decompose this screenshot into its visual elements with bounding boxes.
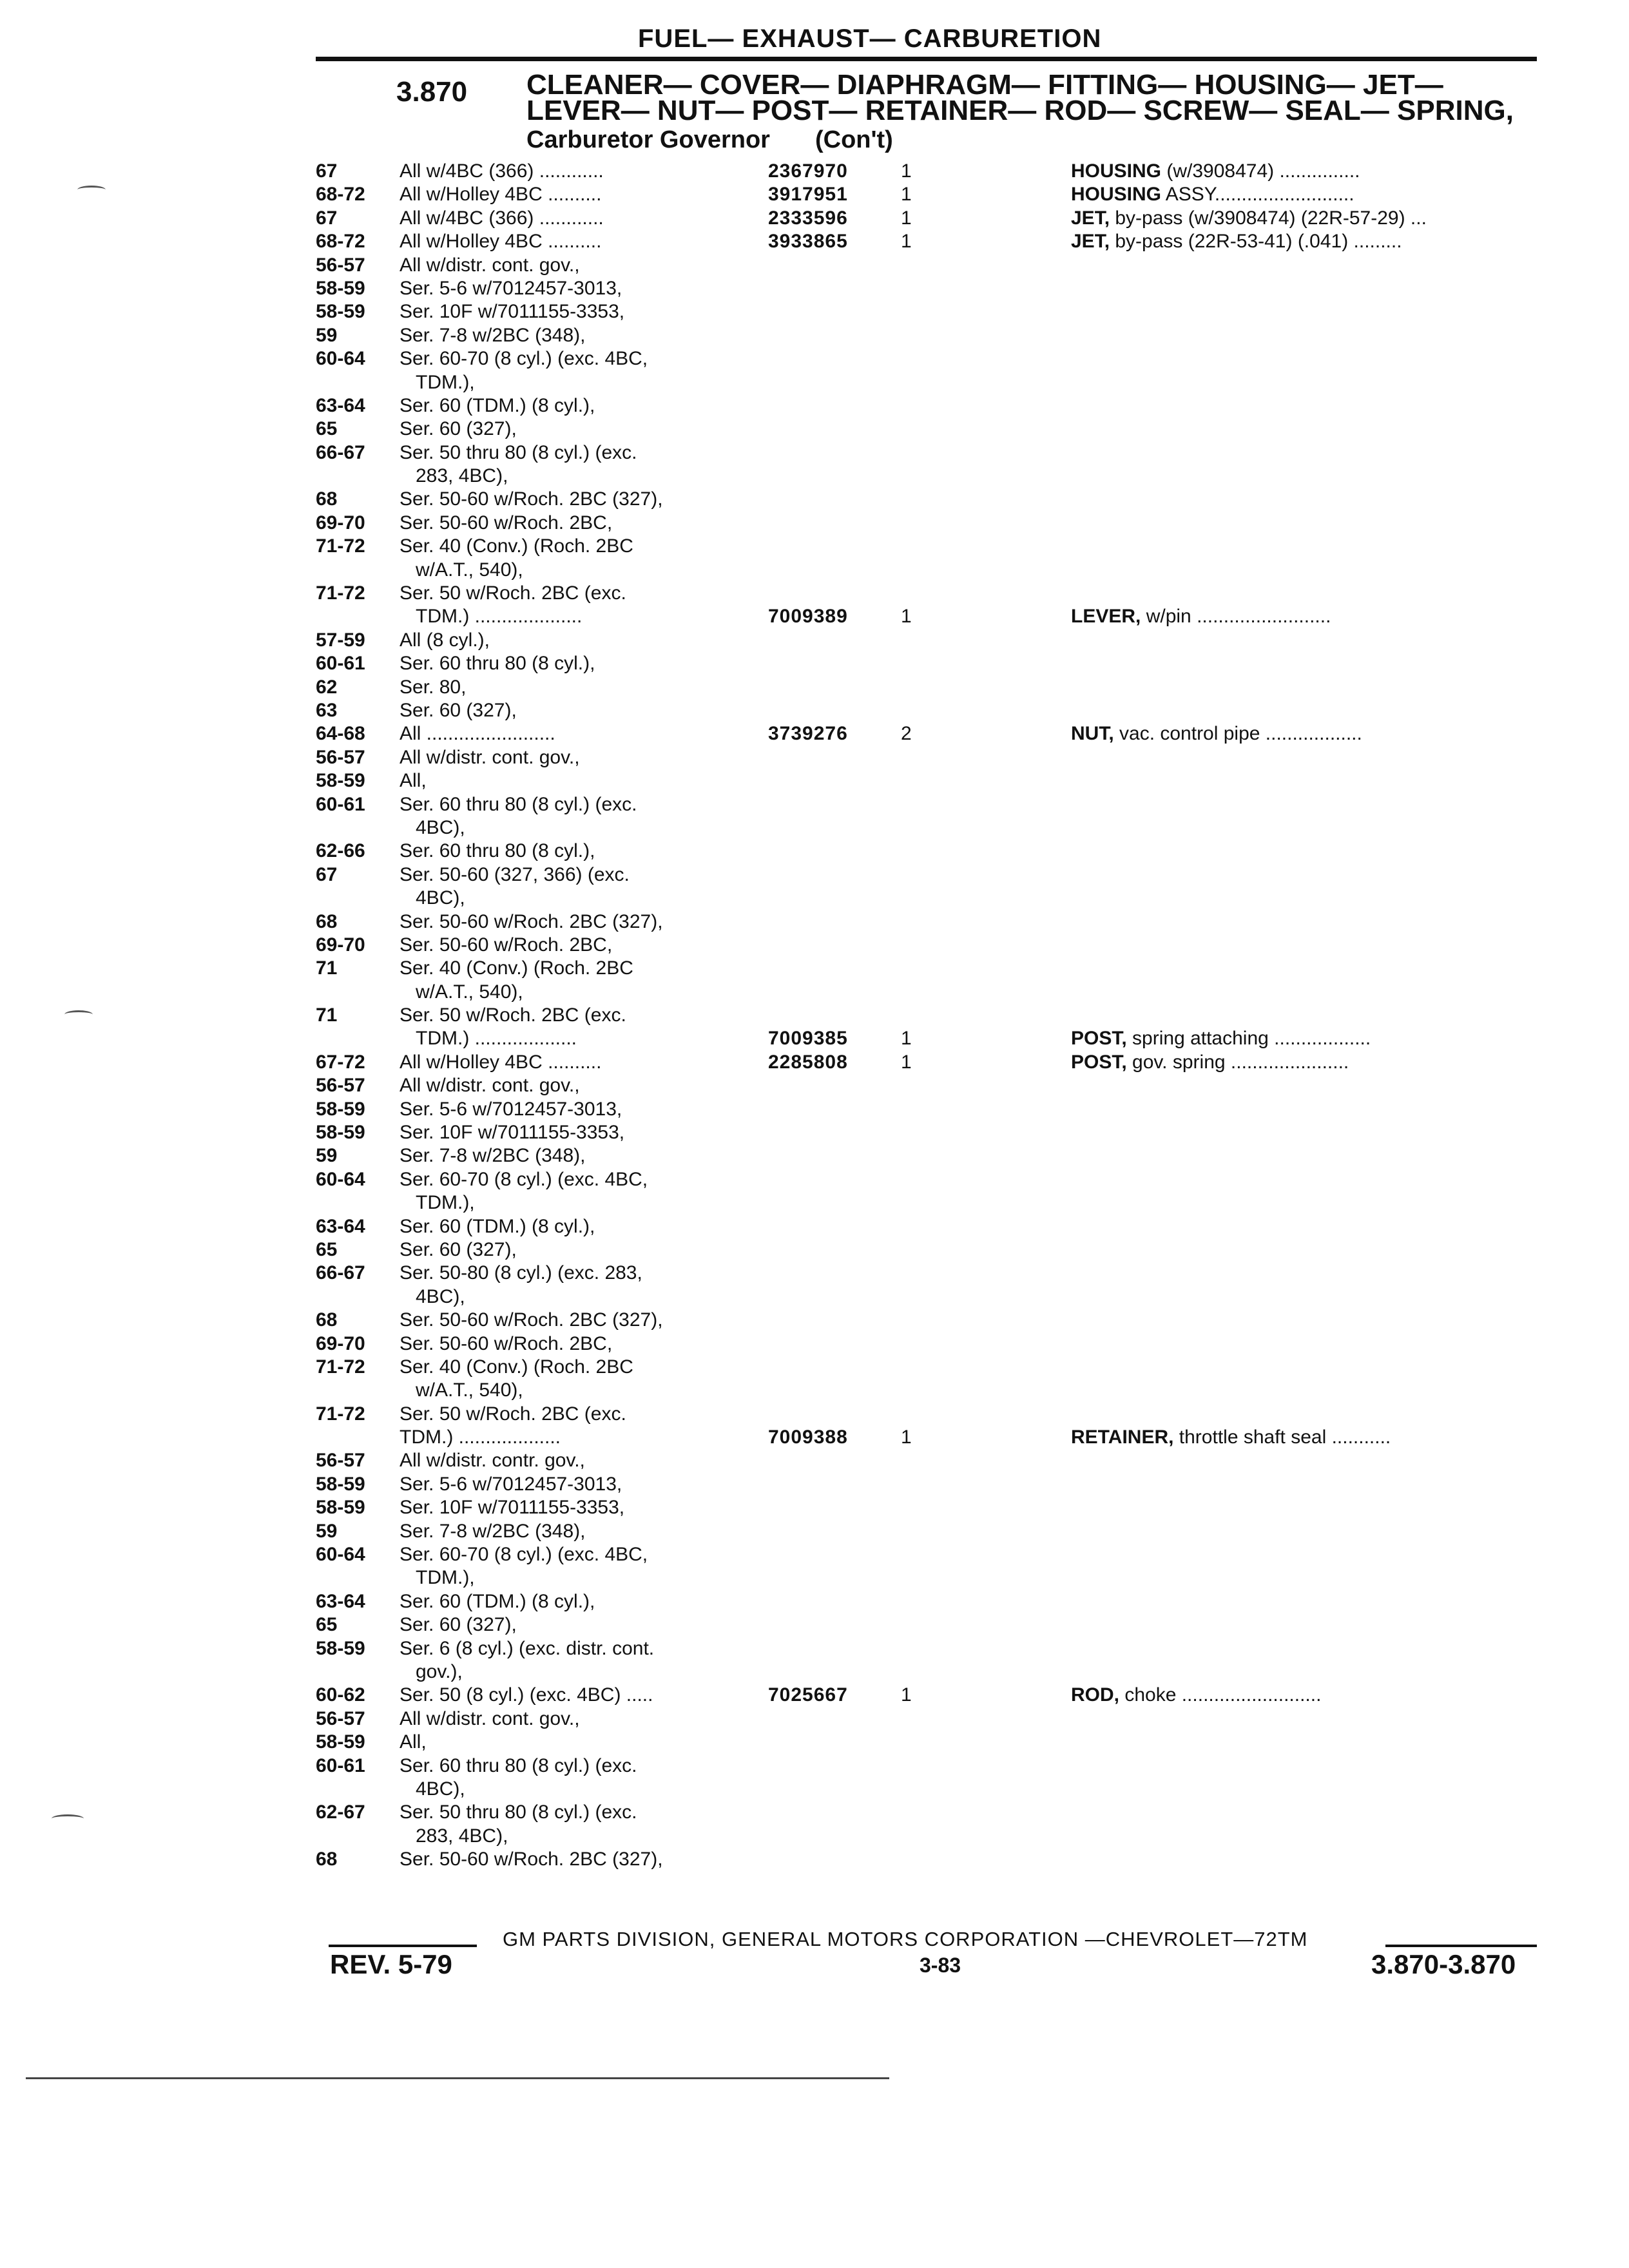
part-number: 7025667 [768,1684,848,1706]
table-row [316,793,1540,816]
table-row [316,1215,1540,1238]
model-year: 58-59 [316,1122,365,1144]
table-row [316,957,1540,980]
model-year: 62 [316,676,338,698]
application: All w/Holley 4BC .......... [400,1051,602,1073]
table-row [316,699,1540,722]
model-year: 64-68 [316,723,365,745]
part-description [1071,160,1541,183]
footer-page-number: 3-83 [920,1954,961,1977]
part-detail: by-pass (w/3908474) (22R-57-29) ... [1110,207,1427,229]
table-row [316,347,1540,370]
application: Ser. 60 (327), [400,1614,517,1636]
table-row [316,840,1540,863]
table-row [316,1449,1540,1472]
model-year: 71-72 [316,1356,365,1378]
table-row [316,722,1540,745]
table-row [316,769,1540,793]
application: TDM.), [416,1567,475,1589]
model-year: 60-61 [316,1754,365,1776]
part-detail: choke .......................... [1119,1684,1322,1706]
model-year: 60-62 [316,1684,365,1706]
part-name: RETAINER, [1071,1427,1174,1448]
application: All w/4BC (366) ............ [400,160,604,182]
scan-margin-mark [64,1010,93,1019]
part-detail: vac. control pipe .................. [1113,723,1362,745]
application: Ser. 50-60 w/Roch. 2BC (327), [400,1849,663,1870]
section-title: CLEANER— COVER— DIAPHRAGM— FITTING— HOUSING— JET— LEVER— NUT— POST— RETAINER— ROD— SCREW— SEAL— SPRING, [526,69,1514,126]
table-row [316,746,1540,769]
table-row [316,418,1540,441]
table-row [316,1403,1540,1426]
table-row [316,582,1540,605]
application: All w/distr. cont. gov., [400,1707,580,1729]
part-number: 3933865 [768,231,848,253]
table-row [316,394,1540,418]
table-row [316,816,1540,840]
page-header-title: FUEL— EXHAUST— CARBURETION [638,24,1102,53]
table-row [316,1285,1540,1309]
table-row [316,324,1540,347]
application: Ser. 7-8 w/2BC (348), [400,1520,586,1542]
model-year: 58-59 [316,1473,365,1495]
table-row [316,1848,1540,1871]
model-year: 56-57 [316,1707,365,1729]
application: Ser. 60 thru 80 (8 cyl.), [400,653,595,675]
application: All, [400,770,427,792]
model-year: 58-59 [316,1497,365,1519]
model-year: 67 [316,207,338,229]
part-number: 2285808 [768,1051,848,1073]
part-name: JET, [1071,207,1110,229]
model-year: 66-67 [316,441,365,463]
application: 4BC), [416,816,465,838]
part-detail: ASSY.......................... [1161,184,1354,206]
table-row [316,277,1540,300]
model-year: 63 [316,699,338,721]
table-row [316,1613,1540,1637]
table-row [316,1660,1540,1684]
model-year: 69-70 [316,1332,365,1354]
part-name: ROD, [1071,1684,1119,1706]
application: gov.), [416,1661,463,1682]
part-description [1071,207,1541,230]
part-name: POST, [1071,1051,1127,1073]
table-row [316,1051,1540,1074]
table-row [316,1238,1540,1262]
footer-rule-right [1385,1945,1537,1947]
model-year: 58-59 [316,301,365,323]
model-year: 60-61 [316,653,365,675]
model-year: 59 [316,1145,338,1167]
model-year: 58-59 [316,277,365,299]
model-year: 71 [316,1004,338,1026]
table-row [316,1262,1540,1285]
table-row [316,910,1540,934]
table-row [316,1098,1540,1121]
model-year: 58-59 [316,1637,365,1659]
model-year: 56-57 [316,1450,365,1472]
application: Ser. 10F w/7011155-3353, [400,1497,625,1519]
quantity: 1 [901,1427,912,1448]
application: Ser. 7-8 w/2BC (348), [400,1145,586,1167]
table-row [316,652,1540,675]
application: Ser. 60 (327), [400,418,517,440]
table-row [316,1191,1540,1215]
quantity: 1 [901,1028,912,1050]
table-row [316,230,1540,253]
model-year: 58-59 [316,1731,365,1753]
application: Ser. 60 thru 80 (8 cyl.) (exc. [400,1754,637,1776]
application: Ser. 50 w/Roch. 2BC (exc. [400,582,626,604]
model-year: 56-57 [316,1075,365,1097]
table-row [316,1426,1540,1449]
model-year: 63-64 [316,1215,365,1237]
table-row [316,1543,1540,1566]
table-row [316,1731,1540,1754]
part-number: 3739276 [768,723,848,745]
application: w/A.T., 540), [416,559,523,581]
table-row [316,981,1540,1004]
application: Ser. 60-70 (8 cyl.) (exc. 4BC, [400,1544,648,1566]
application: All w/distr. cont. gov., [400,746,580,768]
table-row [316,1168,1540,1191]
part-name: NUT, [1071,723,1114,745]
model-year: 68 [316,910,338,932]
table-row [316,1074,1540,1097]
part-description [1071,1426,1541,1449]
application: w/A.T., 540), [416,1379,523,1401]
application: TDM.), [416,371,475,393]
model-year: 68 [316,1309,338,1331]
model-year: 68 [316,1849,338,1870]
table-row [316,1684,1540,1707]
application: Ser. 80, [400,676,467,698]
application: 4BC), [416,1778,465,1800]
application: Ser. 50-60 w/Roch. 2BC, [400,1332,613,1354]
footer-corporation: GM PARTS DIVISION, GENERAL MOTORS CORPORATION —CHEVROLET—72TM [503,1928,1308,1950]
table-row [316,1590,1540,1613]
table-row [316,1144,1540,1168]
model-year: 60-64 [316,348,365,370]
application: Ser. 10F w/7011155-3353, [400,301,625,323]
application: TDM.) ................... [416,1028,577,1050]
model-year: 63-64 [316,394,365,416]
model-year: 59 [316,1520,338,1542]
table-row [316,1004,1540,1027]
part-description [1071,1051,1541,1074]
application: w/A.T., 540), [416,981,523,1003]
table-row [316,512,1540,535]
application: Ser. 40 (Conv.) (Roch. 2BC [400,957,633,979]
table-row [316,1379,1540,1402]
scan-margin-mark [52,1814,84,1823]
application: Ser. 50 w/Roch. 2BC (exc. [400,1004,626,1026]
table-row [316,183,1540,206]
application: Ser. 50 thru 80 (8 cyl.) (exc. [400,441,637,463]
table-row [316,676,1540,699]
table-row [316,1356,1540,1379]
part-description [1071,183,1541,206]
table-row [316,1520,1540,1543]
model-year: 62-66 [316,840,365,862]
application: TDM.) ................... [400,1427,561,1448]
part-number: 2367970 [768,160,848,182]
table-row [316,559,1540,582]
part-number: 7009385 [768,1028,848,1050]
quantity: 1 [901,160,912,182]
part-detail: gov. spring ...................... [1126,1051,1349,1073]
quantity: 1 [901,606,912,628]
model-year: 57-59 [316,629,365,651]
model-year: 63-64 [316,1590,365,1612]
model-year: 71-72 [316,1403,365,1425]
application: TDM.) .................... [416,606,583,628]
table-row [316,629,1540,652]
table-row [316,1473,1540,1496]
model-year: 67 [316,160,338,182]
part-detail: w/pin ......................... [1141,606,1331,628]
application: All ........................ [400,723,555,745]
part-description [1071,722,1541,745]
part-description [1071,1684,1541,1707]
application: Ser. 60-70 (8 cyl.) (exc. 4BC, [400,348,648,370]
application: Ser. 60-70 (8 cyl.) (exc. 4BC, [400,1168,648,1190]
application: All w/Holley 4BC .......... [400,184,602,206]
application: All w/distr. cont. gov., [400,254,580,276]
table-row [316,887,1540,910]
part-number: 3917951 [768,184,848,206]
model-year: 65 [316,418,338,440]
part-detail: (w/3908474) ............... [1161,160,1360,182]
part-name: POST, [1071,1028,1127,1050]
part-name: HOUSING [1071,184,1162,206]
model-year: 68-72 [316,184,365,206]
application: Ser. 50 w/Roch. 2BC (exc. [400,1403,626,1425]
table-row [316,207,1540,230]
section-continued: (Con't) [815,126,893,153]
application: Ser. 50-60 w/Roch. 2BC, [400,512,613,533]
footer-revision: REV. 5-79 [330,1949,452,1979]
table-row [316,160,1540,183]
model-year: 67-72 [316,1051,365,1073]
model-year: 69-70 [316,512,365,533]
quantity: 1 [901,184,912,206]
application: 4BC), [416,1285,465,1307]
table-row [316,1332,1540,1356]
scan-margin-mark [77,186,106,194]
application: Ser. 50-60 (327, 366) (exc. [400,863,630,885]
application: Ser. 60 thru 80 (8 cyl.) (exc. [400,793,637,815]
table-row [316,535,1540,558]
application: Ser. 50-60 w/Roch. 2BC (327), [400,910,663,932]
part-description [1071,230,1541,253]
table-row [316,934,1540,957]
model-year: 65 [316,1238,338,1260]
part-detail: spring attaching .................. [1126,1028,1371,1050]
application: Ser. 7-8 w/2BC (348), [400,324,586,346]
model-year: 67 [316,863,338,885]
model-year: 60-61 [316,793,365,815]
part-name: LEVER, [1071,606,1141,628]
table-row [316,1778,1540,1801]
table-row [316,1027,1540,1050]
application: 283, 4BC), [416,465,508,487]
application: Ser. 60 (327), [400,1238,517,1260]
model-year: 68 [316,488,338,510]
model-year: 56-57 [316,746,365,768]
quantity: 1 [901,231,912,253]
table-row [316,1496,1540,1519]
application: Ser. 60 (327), [400,699,517,721]
table-row [316,1566,1540,1590]
model-year: 59 [316,324,338,346]
model-year: 56-57 [316,254,365,276]
application: Ser. 40 (Conv.) (Roch. 2BC [400,1356,633,1378]
application: Ser. 50 thru 80 (8 cyl.) (exc. [400,1802,637,1823]
application: Ser. 6 (8 cyl.) (exc. distr. cont. [400,1637,655,1659]
application: All, [400,1731,427,1753]
part-description [1071,605,1541,628]
application: All w/distr. cont. gov., [400,1075,580,1097]
part-detail: by-pass (22R-53-41) (.041) ......... [1110,231,1402,253]
application: Ser. 50-60 w/Roch. 2BC, [400,934,613,956]
model-year: 60-64 [316,1544,365,1566]
section-number: 3.870 [396,76,468,108]
model-year: 62-67 [316,1802,365,1823]
part-number: 7009389 [768,606,848,628]
model-year: 58-59 [316,1098,365,1120]
table-row [316,441,1540,465]
part-number: 7009388 [768,1427,848,1448]
application: Ser. 50-60 w/Roch. 2BC (327), [400,1309,663,1331]
application: All w/distr. contr. gov., [400,1450,585,1472]
application: Ser. 50-80 (8 cyl.) (exc. 283, [400,1262,642,1284]
application: All w/4BC (366) ............ [400,207,604,229]
part-name: JET, [1071,231,1110,253]
model-year: 69-70 [316,934,365,956]
model-year: 60-64 [316,1168,365,1190]
application: Ser. 5-6 w/7012457-3013, [400,1098,622,1120]
footer-rule-left [329,1945,477,1947]
application: 283, 4BC), [416,1825,508,1847]
scan-edge-line [26,2077,889,2079]
model-year: 66-67 [316,1262,365,1284]
quantity: 1 [901,1051,912,1073]
footer-section-range: 3.870-3.870 [1371,1949,1516,1979]
table-row [316,300,1540,323]
application: TDM.), [416,1192,475,1214]
application: Ser. 50 (8 cyl.) (exc. 4BC) ..... [400,1684,653,1706]
part-detail: throttle shaft seal ........... [1173,1427,1391,1448]
model-year: 68-72 [316,231,365,253]
table-row [316,1754,1540,1778]
quantity: 1 [901,1684,912,1706]
table-row [316,1825,1540,1848]
model-year: 71-72 [316,535,365,557]
part-description [1071,1027,1541,1050]
application: All (8 cyl.), [400,629,490,651]
section-subtitle [526,126,893,154]
model-year: 71 [316,957,338,979]
table-row [316,465,1540,488]
table-row [316,1637,1540,1660]
parts-table [316,160,1540,1872]
table-row [316,863,1540,887]
part-number: 2333596 [768,207,848,229]
table-row [316,1309,1540,1332]
model-year: 65 [316,1614,338,1636]
application: All w/Holley 4BC .......... [400,231,602,253]
model-year: 58-59 [316,770,365,792]
application: Ser. 10F w/7011155-3353, [400,1122,625,1144]
application: Ser. 60 thru 80 (8 cyl.), [400,840,595,862]
application: Ser. 5-6 w/7012457-3013, [400,277,622,299]
application: Ser. 60 (TDM.) (8 cyl.), [400,394,595,416]
table-row [316,1707,1540,1731]
model-year: 71-72 [316,582,365,604]
quantity: 2 [901,723,912,745]
header-rule [316,57,1537,61]
table-row [316,605,1540,628]
table-row [316,1801,1540,1824]
application: Ser. 40 (Conv.) (Roch. 2BC [400,535,633,557]
application: Ser. 5-6 w/7012457-3013, [400,1473,622,1495]
table-row [316,488,1540,511]
application: Ser. 50-60 w/Roch. 2BC (327), [400,488,663,510]
table-row [316,371,1540,394]
section-subtitle-text: Carburetor Governor [526,126,770,153]
table-row [316,254,1540,277]
quantity: 1 [901,207,912,229]
application: Ser. 60 (TDM.) (8 cyl.), [400,1590,595,1612]
application: Ser. 60 (TDM.) (8 cyl.), [400,1215,595,1237]
part-name: HOUSING [1071,160,1162,182]
application: 4BC), [416,887,465,909]
table-row [316,1121,1540,1144]
